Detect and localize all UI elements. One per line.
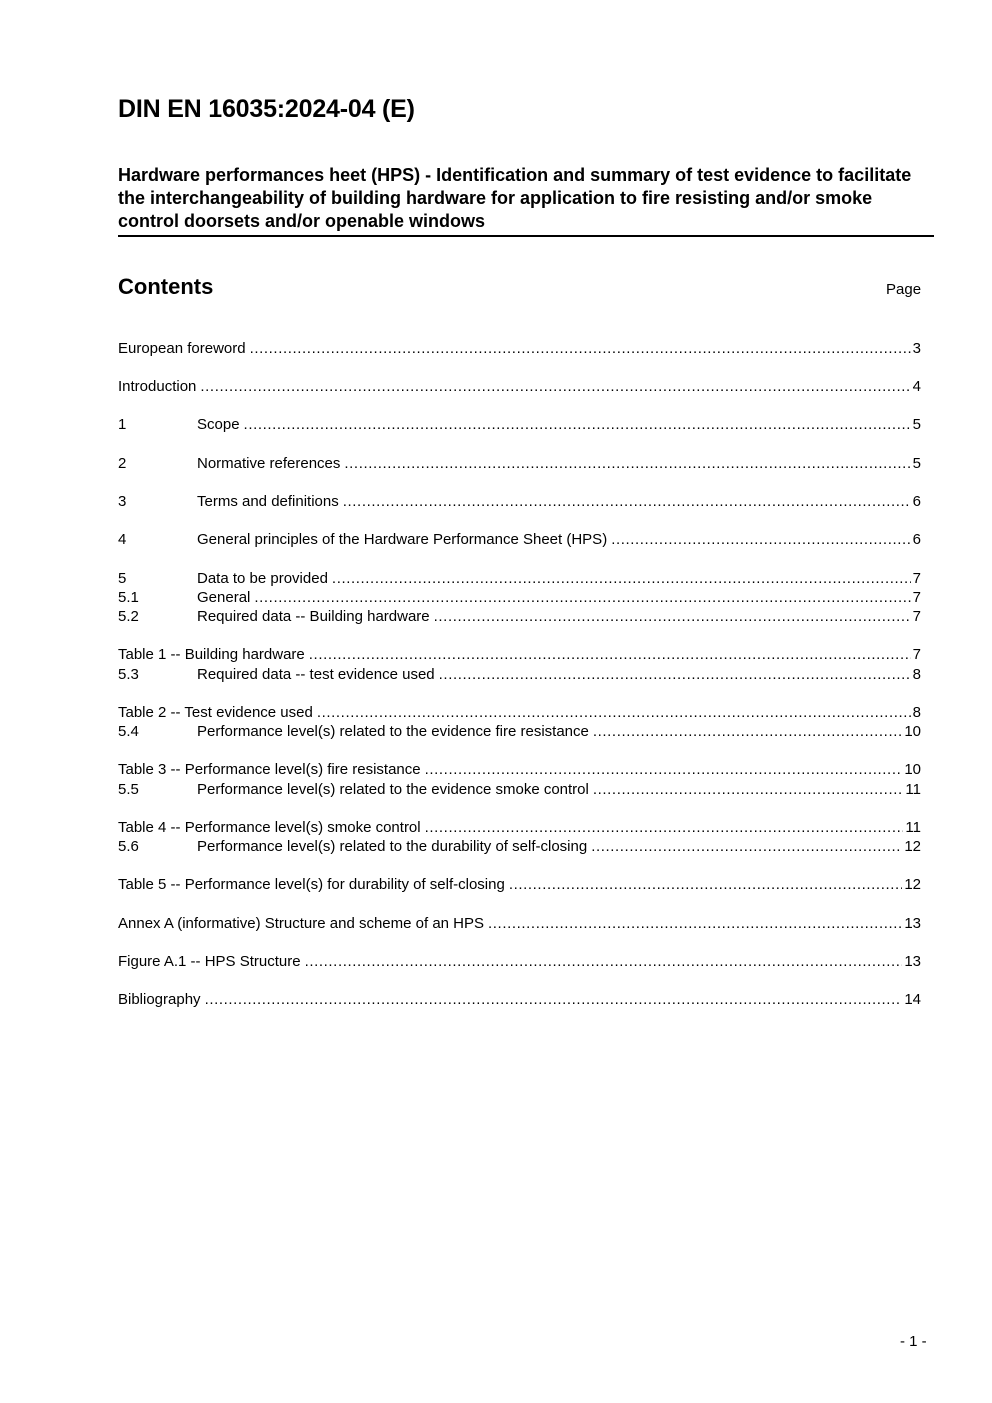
toc-entry-number: 3 — [118, 493, 127, 510]
toc-entry-number: 5.2 — [118, 608, 139, 625]
dot-leader — [317, 703, 911, 722]
toc-entry-page: 8 — [912, 704, 921, 721]
toc-entry-number: 5.3 — [118, 666, 139, 683]
toc-entry-number: 5.6 — [118, 838, 139, 855]
toc-entry-title: Required data -- Building hardware — [197, 608, 430, 625]
toc-entry-number: 5.5 — [118, 781, 139, 798]
dot-leader — [593, 722, 902, 741]
toc-entry-title: Terms and definitions — [197, 493, 339, 510]
toc-entry-table-5[interactable] — [118, 875, 921, 894]
page-number: - 1 - — [900, 1333, 927, 1350]
toc-entry-page: 4 — [912, 378, 921, 395]
toc-entry-page: 6 — [912, 493, 921, 510]
toc-entry-title: Table 5 -- Performance level(s) for durability of self-closing — [118, 876, 505, 893]
toc-entry-page: 5 — [912, 455, 921, 472]
toc-entry-general[interactable] — [118, 588, 921, 607]
toc-entry-number: 5.4 — [118, 723, 139, 740]
toc-entry-required-data-test-evidence[interactable] — [118, 665, 921, 684]
toc-entry-page: 13 — [904, 915, 921, 932]
toc-entry-page: 8 — [912, 666, 921, 683]
toc-entry-title: Table 1 -- Building hardware — [118, 646, 305, 663]
toc-entry-title: General principles of the Hardware Performance Sheet (HPS) — [197, 531, 608, 548]
toc-entry-title: Required data -- test evidence used — [197, 666, 435, 683]
toc-entry-scope[interactable] — [118, 415, 921, 434]
dot-leader — [343, 492, 911, 511]
toc-entry-fire-resistance[interactable] — [118, 722, 921, 741]
toc-entry-title: Figure A.1 -- HPS Structure — [118, 953, 301, 970]
dot-leader — [593, 780, 904, 799]
dot-leader — [425, 760, 903, 779]
toc-entry-required-data-building-hardware[interactable] — [118, 607, 921, 626]
toc-entry-title: Annex A (informative) Structure and scheme of an HPS — [118, 915, 485, 932]
dot-leader — [250, 339, 911, 358]
contents-heading: Contents — [118, 274, 214, 299]
toc-entry-title: Table 3 -- Performance level(s) fire resistance — [118, 761, 421, 778]
toc-entry-title: Introduction — [118, 378, 197, 395]
toc-entry-bibliography[interactable] — [118, 990, 921, 1009]
toc-entry-page: 7 — [912, 646, 921, 663]
dot-leader — [509, 875, 902, 894]
toc-entry-figure-a1[interactable] — [118, 952, 921, 971]
dot-leader — [244, 415, 911, 434]
toc-entry-page: 14 — [904, 991, 921, 1008]
toc-entry-title: Performance level(s) related to the evidence smoke control — [197, 781, 589, 798]
toc-entry-table-2[interactable] — [118, 703, 921, 722]
toc-entry-table-3[interactable] — [118, 760, 921, 779]
dot-leader — [200, 377, 910, 396]
dot-leader — [332, 569, 911, 588]
toc-entry-page: 13 — [904, 953, 921, 970]
dot-leader — [434, 607, 911, 626]
dot-leader — [439, 665, 911, 684]
toc-entry-page: 12 — [904, 876, 921, 893]
toc-entry-page: 7 — [912, 570, 921, 587]
toc-entry-title: General — [197, 589, 251, 606]
toc-entry-page: 11 — [905, 819, 921, 836]
toc-entry-normative-references[interactable] — [118, 454, 921, 473]
dot-leader — [305, 952, 903, 971]
dot-leader — [205, 990, 903, 1009]
dot-leader — [309, 645, 911, 664]
toc-entry-number: 5 — [118, 570, 127, 587]
toc-entry-page: 3 — [912, 340, 921, 357]
dot-leader — [488, 914, 902, 933]
dot-leader — [344, 454, 910, 473]
toc-entry-title: Normative references — [197, 455, 341, 472]
toc-entry-general-principles[interactable] — [118, 530, 921, 549]
toc-entry-table-1[interactable] — [118, 645, 921, 664]
toc-entry-annex-a[interactable] — [118, 914, 921, 933]
toc-entry-page: 10 — [904, 761, 921, 778]
toc-entry-page: 5 — [912, 416, 921, 433]
toc-entry-title: Data to be provided — [197, 570, 328, 587]
toc-entry-table-4[interactable] — [118, 818, 921, 837]
toc-entry-smoke-control[interactable] — [118, 780, 921, 799]
toc-entry-terms-and-definitions[interactable] — [118, 492, 921, 511]
toc-entry-durability-self-closing[interactable] — [118, 837, 921, 856]
dot-leader — [591, 837, 902, 856]
toc-entry-page: 11 — [905, 781, 921, 798]
document-subtitle: Hardware performances heet (HPS) - Identification and summary of test evidence to facilitate the interchangeability of building hardware for application to fire resisting and/or smoke control doorsets and/or openable windows — [118, 164, 934, 237]
toc-entry-page: 7 — [912, 608, 921, 625]
page-column-label: Page — [886, 281, 922, 298]
toc-entry-title: European foreword — [118, 340, 246, 357]
toc-entry-page: 10 — [904, 723, 921, 740]
toc-entry-page: 7 — [912, 589, 921, 606]
toc-entry-title: Scope — [197, 416, 240, 433]
toc-entry-number: 5.1 — [118, 589, 139, 606]
toc-entry-data-to-be-provided[interactable] — [118, 569, 921, 588]
document-title: DIN EN 16035:2024-04 (E) — [118, 95, 415, 123]
toc-entry-page: 6 — [912, 531, 921, 548]
toc-entry-title: Performance level(s) related to the evidence fire resistance — [197, 723, 589, 740]
toc-entry-title: Performance level(s) related to the durability of self-closing — [197, 838, 588, 855]
toc-entry-european-foreword[interactable] — [118, 339, 921, 358]
toc-entry-number: 4 — [118, 531, 127, 548]
toc-entry-page: 12 — [904, 838, 921, 855]
toc-entry-title: Table 2 -- Test evidence used — [118, 704, 313, 721]
dot-leader — [425, 818, 904, 837]
dot-leader — [254, 588, 910, 607]
dot-leader — [611, 530, 910, 549]
toc-entry-number: 1 — [118, 416, 127, 433]
toc-entry-title: Bibliography — [118, 991, 201, 1008]
toc-entry-number: 2 — [118, 455, 127, 472]
toc-entry-introduction[interactable] — [118, 377, 921, 396]
toc-entry-title: Table 4 -- Performance level(s) smoke control — [118, 819, 421, 836]
